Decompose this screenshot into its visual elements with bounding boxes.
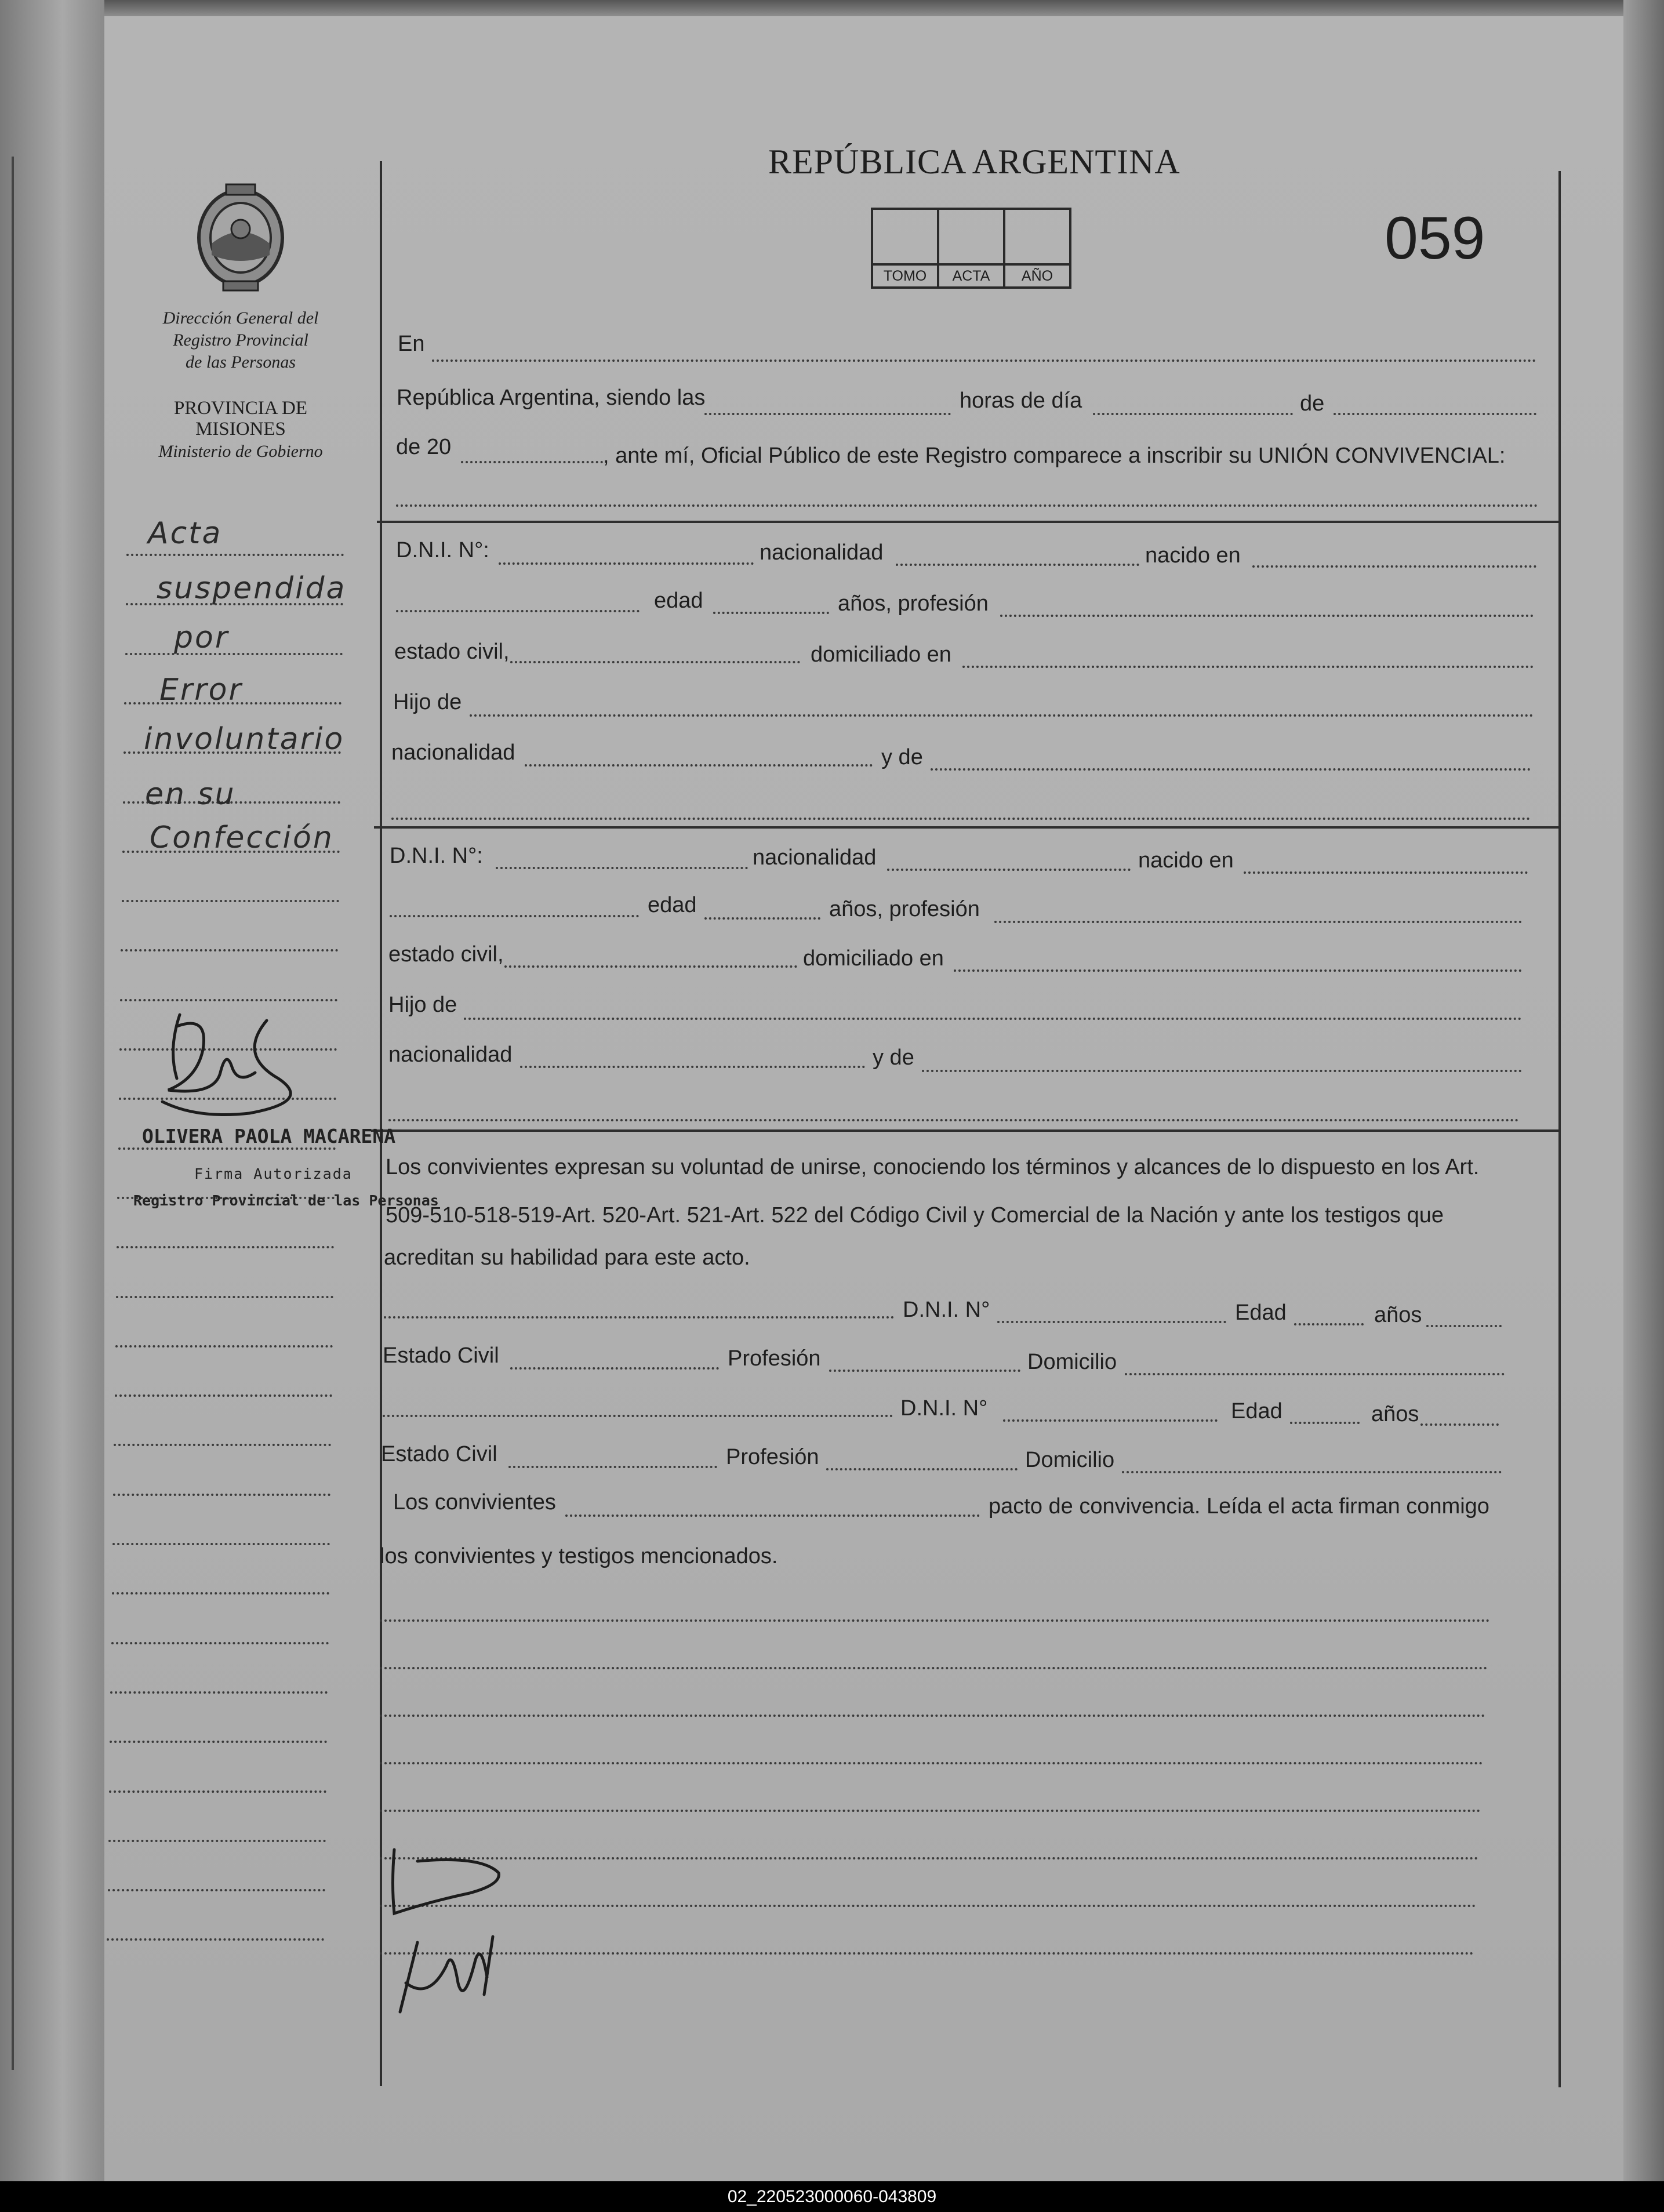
tomo-box[interactable]: TOMO	[871, 208, 939, 289]
p1-dni-field[interactable]	[499, 562, 754, 565]
section-divider-2	[374, 826, 1560, 829]
t2-anos-field[interactable]	[1420, 1423, 1499, 1426]
sidebar-note-line[interactable]	[113, 1494, 330, 1496]
p1-nacionalidad-field[interactable]	[896, 564, 1139, 566]
handwritten-note-line: en su	[145, 777, 236, 812]
sidebar-note-line[interactable]	[117, 1246, 334, 1248]
signature-line[interactable]	[380, 1905, 1476, 1907]
p1-profesion-label: años, profesión	[838, 591, 989, 616]
p2-profesion-label: años, profesión	[829, 897, 980, 921]
t2-profesion-field[interactable]	[826, 1468, 1018, 1470]
p2-nacionalidad-field[interactable]	[887, 869, 1131, 871]
t2-domicilio-label: Domicilio	[1025, 1448, 1115, 1472]
acta-box[interactable]: ACTA	[937, 208, 1005, 289]
de20-label: de 20	[396, 435, 452, 459]
p2-yde-field[interactable]	[922, 1070, 1522, 1072]
p1-edad-field[interactable]	[713, 612, 829, 614]
stamp-name: OLIVERA PAOLA MACARENA	[142, 1125, 396, 1147]
sidebar-note-line[interactable]	[108, 1889, 325, 1891]
p2-nac2-label: nacionalidad	[388, 1043, 513, 1067]
signature-line[interactable]	[380, 1619, 1490, 1622]
en-field[interactable]	[432, 359, 1536, 362]
t1-edad-field[interactable]	[1294, 1323, 1364, 1325]
ano-box[interactable]: AÑO	[1003, 208, 1071, 289]
p2-yde-label: y de	[873, 1045, 914, 1070]
t1-edad-label: Edad	[1235, 1301, 1287, 1325]
agency-name: Dirección General del Registro Provincial de las Personas	[162, 308, 319, 372]
section-divider-1	[377, 521, 1561, 523]
p1-profesion-field[interactable]	[1000, 615, 1534, 617]
ministry-name: Ministerio de Gobierno	[158, 442, 323, 461]
t1-anos-field[interactable]	[1426, 1325, 1502, 1327]
p1-nacido-label: nacido en	[1145, 543, 1241, 568]
intro-statement: , ante mí, Oficial Público de este Registro comparece a inscribir su UNIÓN CONVIVENCIAL:	[603, 444, 1506, 468]
p2-estado-field[interactable]	[504, 965, 797, 968]
t2-estado-field[interactable]	[508, 1466, 717, 1468]
t1-domicilio-label: Domicilio	[1027, 1350, 1117, 1374]
signature-2	[383, 1931, 510, 2024]
p2-fecha-field[interactable]	[390, 915, 639, 917]
p1-hijo-label: Hijo de	[393, 690, 462, 714]
dia-field[interactable]	[1093, 413, 1293, 415]
record-number: 059	[1385, 205, 1485, 272]
p1-domicilio-field[interactable]	[962, 666, 1534, 668]
pacto-statement: pacto de convivencia. Leída el acta firman conmigo	[989, 1494, 1489, 1519]
t1-estado-field[interactable]	[510, 1367, 719, 1370]
t1-dni-label: D.N.I. N°	[903, 1298, 990, 1322]
sidebar-note-line[interactable]	[109, 1790, 326, 1793]
p1-estado-label: estado civil,	[394, 640, 510, 664]
handwritten-note-line: por	[174, 620, 230, 655]
sidebar-note-line[interactable]	[112, 1543, 330, 1545]
p2-edad-field[interactable]	[704, 917, 820, 920]
t2-anos-label: años	[1371, 1402, 1419, 1426]
p2-estado-label: estado civil,	[388, 942, 504, 967]
handwritten-note-line: Error	[159, 673, 243, 707]
p1-nac2-field[interactable]	[525, 764, 873, 767]
de-label: de	[1300, 391, 1325, 416]
intro-extra-field[interactable]	[396, 504, 1538, 507]
section-divider-3	[371, 1129, 1560, 1132]
mes-field[interactable]	[1334, 413, 1536, 415]
republica-label: República Argentina, siendo las	[397, 386, 706, 410]
p2-domicilio-label: domiciliado en	[803, 946, 944, 971]
sidebar-divider	[380, 161, 382, 2086]
p1-yde-label: y de	[881, 745, 923, 769]
signature-line[interactable]	[380, 1810, 1481, 1812]
stamp-office: Registro Provincial de las Personas	[133, 1192, 439, 1209]
t2-profesion-label: Profesión	[726, 1445, 819, 1469]
t1-profesion-label: Profesión	[728, 1346, 821, 1371]
p1-domicilio-label: domiciliado en	[811, 642, 951, 667]
t1-name-field[interactable]	[384, 1316, 894, 1319]
t2-estado-label: Estado Civil	[381, 1442, 497, 1466]
p1-fecha-field[interactable]	[396, 610, 640, 612]
t2-name-field[interactable]	[383, 1415, 893, 1417]
signature-1	[383, 1838, 510, 1925]
signature-line[interactable]	[380, 1762, 1483, 1764]
p2-nacido-label: nacido en	[1138, 848, 1234, 873]
t2-domicilio-field[interactable]	[1122, 1471, 1502, 1473]
signature-line[interactable]	[380, 1952, 1474, 1955]
p2-nac2-field[interactable]	[520, 1066, 865, 1068]
horas-field[interactable]	[704, 413, 951, 415]
t2-edad-label: Edad	[1231, 1399, 1282, 1423]
p2-edad-label: edad	[648, 893, 697, 917]
t2-edad-field[interactable]	[1290, 1422, 1360, 1424]
p2-hijo-field[interactable]	[464, 1018, 1522, 1020]
p1-extra-field[interactable]	[391, 818, 1531, 820]
stamp-role: Firma Autorizada	[194, 1165, 353, 1182]
p1-yde-field[interactable]	[931, 768, 1531, 771]
p2-hijo-label: Hijo de	[388, 993, 457, 1017]
closing-para-1: Los convivientes expresan su voluntad de unirse, conociendo los términos y alcances de lo dispuesto en los Art.	[386, 1155, 1480, 1179]
handwritten-note-line: Acta	[148, 516, 223, 551]
left-page-edge	[0, 0, 104, 2181]
sidebar-note-line[interactable]	[120, 999, 337, 1001]
p1-nacido-field[interactable]	[1252, 565, 1536, 568]
official-signature	[145, 1003, 325, 1131]
book-right-edge	[1623, 0, 1664, 2181]
country-title: REPÚBLICA ARGENTINA	[768, 143, 1180, 181]
p2-nacionalidad-label: nacionalidad	[753, 845, 877, 870]
sidebar-note-line[interactable]	[116, 1296, 333, 1298]
p2-domicilio-field[interactable]	[954, 969, 1522, 972]
sidebar-note-line[interactable]	[110, 1691, 328, 1694]
horas-label: horas de día	[960, 388, 1082, 413]
t1-estado-label: Estado Civil	[383, 1343, 499, 1368]
convivientes-pacto-field[interactable]	[565, 1514, 980, 1517]
sidebar-note-line[interactable]	[121, 949, 338, 951]
p1-nacionalidad-label: nacionalidad	[760, 540, 884, 565]
p2-dni-field[interactable]	[496, 867, 748, 869]
province-name: PROVINCIA DE MISIONES	[173, 398, 308, 440]
sidebar-note-line[interactable]	[108, 1840, 326, 1842]
signature-line[interactable]	[380, 1667, 1488, 1669]
t1-profesion-field[interactable]	[829, 1370, 1020, 1372]
t1-anos-label: años	[1374, 1303, 1422, 1327]
form-page	[104, 16, 1658, 2181]
sidebar-note-line[interactable]	[115, 1345, 333, 1347]
sidebar-note-line[interactable]	[126, 554, 344, 556]
image-caption: 02_220523000060-043809	[0, 2181, 1664, 2212]
p2-dni-label: D.N.I. N°:	[390, 844, 483, 868]
sidebar-note-line[interactable]	[115, 1394, 332, 1397]
t2-dni-label: D.N.I. N°	[900, 1396, 988, 1421]
handwritten-note-line: Confección	[150, 820, 334, 855]
p2-profesion-field[interactable]	[994, 921, 1522, 923]
sidebar-note-line[interactable]	[114, 1444, 331, 1446]
sidebar-note-line[interactable]	[107, 1938, 324, 1941]
p2-nacido-field[interactable]	[1244, 871, 1528, 874]
sidebar-note-line[interactable]	[112, 1592, 329, 1594]
closing-para-3: acreditan su habilidad para este acto.	[384, 1245, 750, 1270]
p2-extra-field[interactable]	[388, 1119, 1519, 1121]
p1-estado-field[interactable]	[510, 661, 800, 663]
convivientes-label: Los convivientes	[393, 1490, 556, 1514]
p1-nac2-label: nacionalidad	[391, 740, 515, 765]
sidebar-note-line[interactable]	[111, 1642, 329, 1644]
p1-edad-label: edad	[654, 589, 703, 613]
tomo-acta-ano-boxes	[873, 208, 1071, 289]
final-statement: los convivientes y testigos mencionados.	[380, 1544, 778, 1568]
t2-dni-field[interactable]	[1003, 1419, 1218, 1422]
signature-line[interactable]	[380, 1715, 1485, 1717]
p1-dni-label: D.N.I. N°:	[396, 538, 489, 562]
t1-dni-field[interactable]	[997, 1321, 1226, 1323]
handwritten-note-line: suspendida	[157, 571, 347, 606]
sidebar-note-line[interactable]	[122, 900, 339, 902]
sidebar-note-line[interactable]	[125, 653, 343, 655]
en-label: En	[398, 332, 425, 356]
sidebar-note-line[interactable]	[110, 1741, 327, 1743]
signature-line[interactable]	[380, 1857, 1478, 1859]
coat-of-arms-icon	[191, 180, 290, 293]
p1-hijo-field[interactable]	[470, 714, 1534, 717]
sidebar-note-line[interactable]	[118, 1147, 336, 1150]
t1-domicilio-field[interactable]	[1125, 1373, 1505, 1375]
closing-para-2: 509-510-518-519-Art. 520-Art. 521-Art. 522 del Código Civil y Comercial de la Nación y ante los testigos que	[386, 1203, 1444, 1227]
year-field[interactable]	[461, 461, 603, 463]
handwritten-note-line: involuntario	[144, 722, 345, 757]
